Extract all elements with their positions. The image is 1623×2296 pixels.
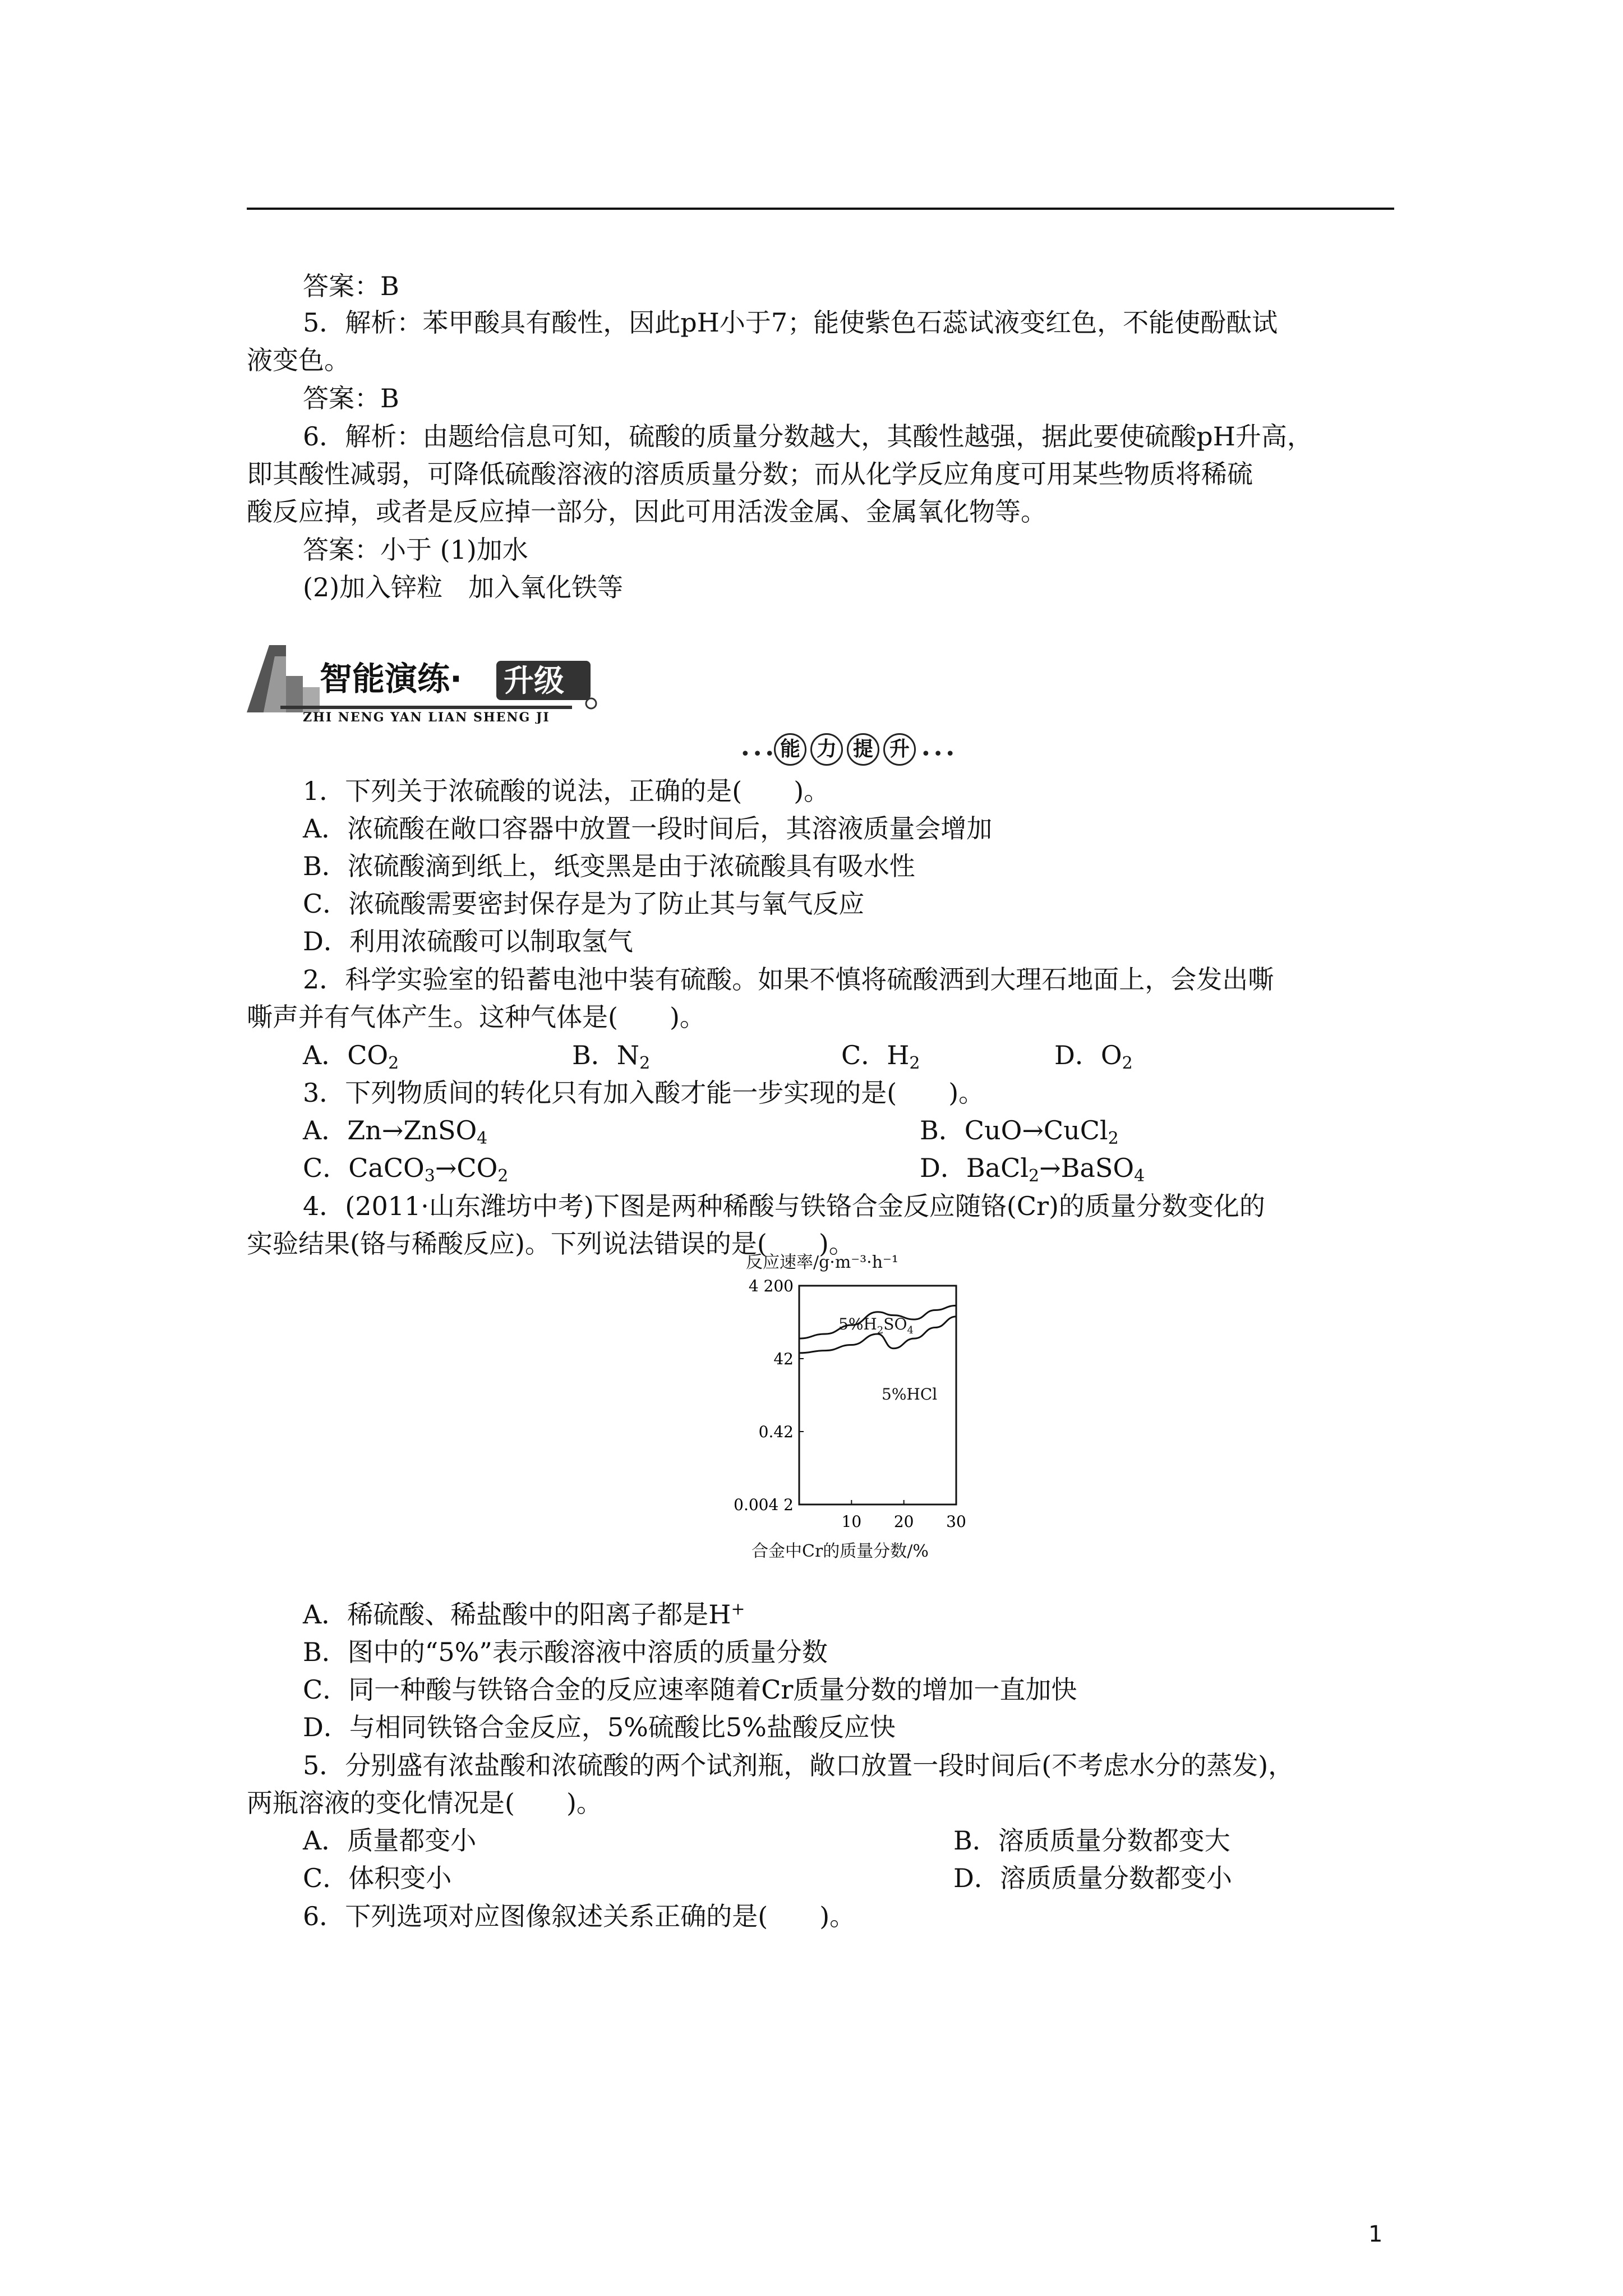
answer-6-line2: (2)加入锌粒 加入氧化铁等 (303, 572, 624, 602)
reaction-rate-chart (718, 1251, 987, 1565)
y-tick-label: 0.42 (758, 1423, 794, 1441)
section-heading-ability: ••• 能 力 提 升 ••• (740, 732, 953, 766)
chart-y-ticks (734, 1277, 804, 1514)
q1-option-a: A．浓硫酸在敞口容器中放置一段时间后，其溶液质量会增加 (303, 813, 993, 844)
q6-analysis-line3: 酸反应掉，或者是反应掉一部分，因此可用活泼金属、金属氧化物等。 (247, 496, 1046, 527)
q1-option-b: B．浓硫酸滴到纸上，纸变黑是由于浓硫酸具有吸水性 (303, 851, 915, 881)
series-label-h2so4: $5\%H_2SO_4$ (838, 1315, 914, 1336)
q5-stem-line1: 5．分别盛有浓盐酸和浓硫酸的两个试剂瓶，敞口放置一段时间后(不考虑水分的蒸发)， (303, 1750, 1294, 1780)
y-tick-label: 42 (773, 1350, 794, 1368)
banner-pinyin: ZHI NENG YAN LIAN SHENG JI (303, 710, 550, 724)
section-char-1: 能 (774, 733, 806, 766)
x-tick-label: 30 (946, 1512, 966, 1531)
q5-option-b: B．溶质质量分数都变大 (953, 1825, 1230, 1856)
header-rule (247, 208, 1394, 210)
q6-analysis-line2: 即其酸性减弱，可降低硫酸溶液的溶质质量分数；而从化学反应角度可用某些物质将稀硫 (247, 459, 1253, 489)
q5-analysis-line1: 5．解析：苯甲酸具有酸性，因此pH小于7；能使紫色石蕊试液变红色，不能使酚酞试 (303, 307, 1278, 338)
q2-option-d: D．$O_2$ (1054, 1040, 1133, 1073)
chart-ylabel: 反应速率/g·m⁻³·h⁻¹ (746, 1253, 898, 1272)
q3-option-d: D．BaCl$_2$→BaSO$_4$ (920, 1153, 1145, 1186)
y-tick-label: 4 200 (748, 1277, 794, 1295)
q3-option-b: B．CuO→CuCl$_2$ (920, 1115, 1119, 1148)
q4-stem-line2: 实验结果(铬与稀酸反应)。下列说法错误的是( )。 (247, 1228, 855, 1259)
q1-option-d: D．利用浓硫酸可以制取氢气 (303, 926, 633, 956)
q2-option-a: A．$CO_2$ (303, 1040, 399, 1073)
q1-stem: 1．下列关于浓硫酸的说法，正确的是( )。 (303, 776, 830, 806)
q1-option-c: C．浓硫酸需要密封保存是为了防止其与氧气反应 (303, 889, 865, 919)
answer-4: 答案：B (303, 271, 399, 301)
q5-analysis-line2: 液变色。 (247, 345, 350, 375)
q4-option-c: C．同一种酸与铁铬合金的反应速率随着Cr质量分数的增加一直加快 (303, 1674, 1077, 1705)
section-char-2: 力 (810, 733, 843, 766)
q5-stem-line2: 两瓶溶液的变化情况是( )。 (247, 1788, 602, 1818)
q2-option-b: B．$N_2$ (572, 1040, 651, 1073)
banner-title: 智能演练· (320, 660, 463, 698)
q5-option-c: C．体积变小 (303, 1863, 452, 1893)
answer-5: 答案：B (303, 383, 399, 413)
q3-option-c: C．$CaCO_3\to CO_2$ (303, 1153, 509, 1186)
q3-stem: 3．下列物质间的转化只有加入酸才能一步实现的是( )。 (303, 1078, 985, 1108)
answer-6-line1: 答案：小于 (1)加水 (303, 535, 528, 565)
q6-stem: 6．下列选项对应图像叙述关系正确的是( )。 (303, 1901, 856, 1931)
section-char-4: 升 (883, 733, 916, 766)
series-label-hcl: 5%HCl (882, 1385, 938, 1404)
q2-stem-line1: 2．科学实验室的铅蓄电池中装有硫酸。如果不慎将硫酸洒到大理石地面上，会发出嘶 (303, 964, 1274, 995)
x-tick-label: 20 (893, 1512, 914, 1531)
q6-analysis-line1: 6．解析：由题给信息可知，硫酸的质量分数越大，其酸性越强，据此要使硫酸pH升高， (303, 421, 1313, 452)
q4-option-a: A．稀硫酸、稀盐酸中的阳离子都是H+ (303, 1599, 745, 1630)
section-banner (247, 645, 606, 724)
x-tick-label: 10 (841, 1512, 862, 1531)
page-number: 1 (1368, 2221, 1383, 2247)
q5-option-d: D．溶质质量分数都变小 (953, 1863, 1232, 1893)
chart-xlabel: 合金中Cr的质量分数/% (751, 1542, 929, 1561)
q4-stem-line1: 4．(2011·山东潍坊中考)下图是两种稀酸与铁铬合金反应随铬(Cr)的质量分数变化的 (303, 1191, 1265, 1221)
q2-stem-line2: 嘶声并有气体产生。这种气体是( )。 (247, 1002, 706, 1032)
section-char-3: 提 (847, 733, 879, 766)
q4-option-b: B．图中的“5%”表示酸溶液中溶质的质量分数 (303, 1637, 828, 1667)
q5-option-a: A．质量都变小 (303, 1825, 477, 1856)
q2-option-c: C．$H_2$ (841, 1040, 920, 1073)
y-tick-label: 0.004 2 (734, 1496, 794, 1514)
banner-tag: 升级 (504, 663, 564, 698)
q3-option-a: A．Zn→ZnSO$_4$ (303, 1115, 488, 1148)
q4-option-d: D．与相同铁铬合金反应，5%硫酸比5%盐酸反应快 (303, 1712, 896, 1742)
